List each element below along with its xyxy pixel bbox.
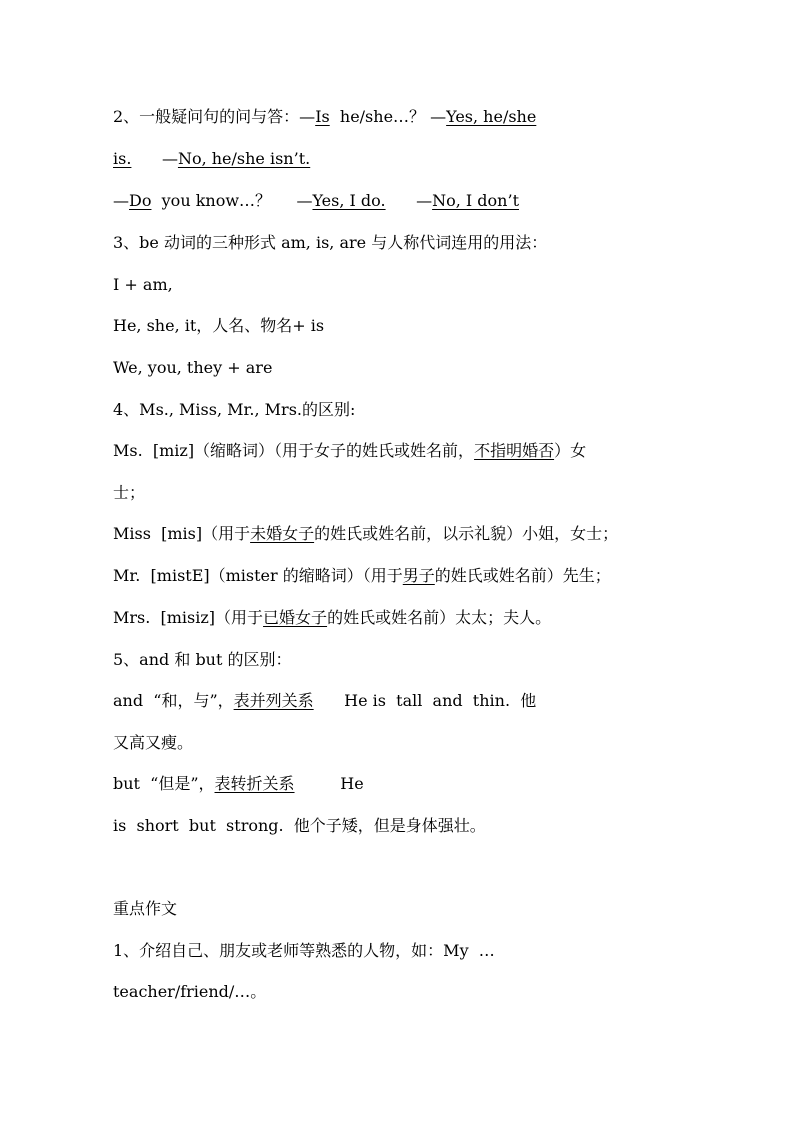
- section-5-and-line-2: 又高又瘦。: [113, 733, 194, 752]
- section-3-rule-1: I + am,: [113, 275, 173, 294]
- section-4-mrs: Mrs. [misiz]（用于已婚女子的姓氏或姓名前）太太；夫人。: [113, 608, 552, 627]
- section-5-and-line-1: and “和，与”，表并列关系 He is tall and thin. 他: [113, 691, 537, 710]
- section-5-title: 5、and 和 but 的区别：: [113, 650, 292, 669]
- essay-heading: 重点作文: [113, 899, 178, 918]
- section-2-line-1: 2、一般疑问句的问与答：—Is he/she…？ —Yes, he/she: [113, 107, 537, 126]
- section-3-rule-3: We, you, they + are: [113, 358, 273, 377]
- essay-item-1: 1、介绍自己、朋友或老师等熟悉的人物，如：My …: [113, 941, 495, 960]
- section-3-title: 3、be 动词的三种形式 am, is, are 与人称代词连用的用法：: [113, 233, 548, 252]
- section-2-line-2: is. —No, he/she isn’t.: [113, 149, 311, 168]
- section-4-mr: Mr. [mistE]（mister 的缩略词）（用于男子的姓氏或姓名前）先生；: [113, 566, 611, 585]
- section-4-title: 4、Ms., Miss, Mr., Mrs.的区别:: [113, 400, 356, 419]
- section-4-ms: Ms. [miz]（缩略词）（用于女子的姓氏或姓名前，不指明婚否）女: [113, 441, 587, 460]
- section-5-but-line-1: but “但是”，表转折关系 He: [113, 774, 364, 793]
- section-5-but-line-2: is short but strong. 他个子矮，但是身体强壮。: [113, 816, 486, 835]
- section-3-rule-2: He, she, it，人名、物名+ is: [113, 316, 325, 335]
- essay-item-1-cont: teacher/friend/…。: [113, 982, 267, 1001]
- section-2-line-3: —Do you know…？ —Yes, I do. —No, I don’t: [113, 191, 519, 210]
- section-4-miss: Miss [mis]（用于未婚女子的姓氏或姓名前，以示礼貌）小姐，女士；: [113, 524, 619, 543]
- section-4-ms-cont: 士；: [113, 483, 146, 502]
